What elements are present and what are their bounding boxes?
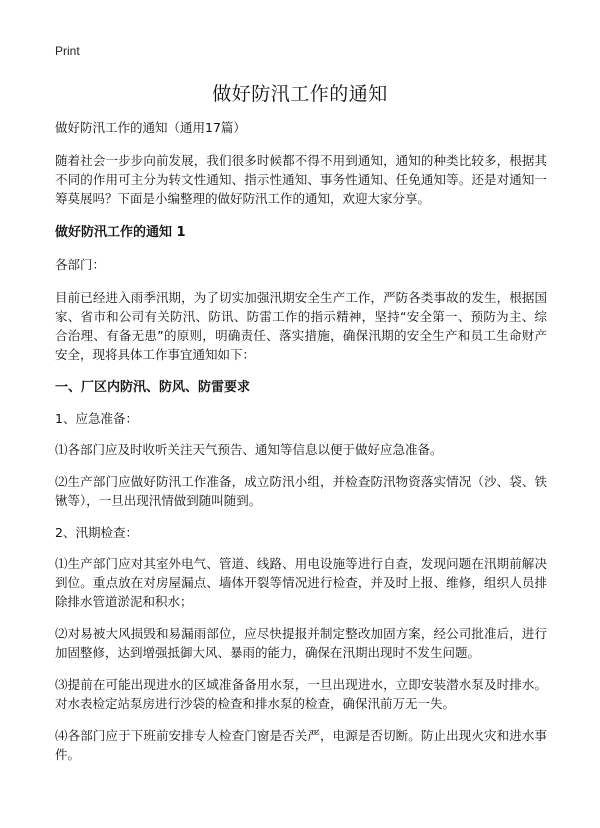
subsection-heading-2: 2、汛期检查： <box>55 525 138 540</box>
list-item: ⑵生产部门应做好防汛工作准备，成立防汛小组，并检查防汛物资落实情况（沙、袋、铁锹等），一旦出现汛情做到随叫随到。 <box>55 474 547 508</box>
subsection-heading-1: 1、应急准备： <box>55 411 138 426</box>
greeting: 各部门： <box>55 257 106 272</box>
print-link[interactable]: Print <box>55 44 80 58</box>
document-body <box>55 118 547 777</box>
list-item: ⑴生产部门应对其室外电气、管道、线路、用电设施等进行自查，发现问题在汛期前解决到位。重点放在对房屋漏点、墙体开裂等情况进行检查，并及时上报、维修，组织人员排除排水管道淤泥和积水； <box>55 556 547 609</box>
list-item: ⑵对易被大风损毁和易漏雨部位，应尽快提报并制定整改加固方案，经公司批准后，进行加固整修，达到增强抵御大风、暴雨的能力，确保在汛期出现时不发生问题。 <box>55 626 547 660</box>
list-item: ⑶提前在可能出现进水的区域准备备用水泵，一旦出现进水，立即安装潜水泵及时排水。对水表检定站泵房进行沙袋的检查和排水泵的检查，确保汛前万无一失。 <box>55 677 547 711</box>
document-title: 做好防汛工作的通知 <box>212 83 388 105</box>
intro-paragraph: 随着社会一步步向前发展，我们很多时候都不得不用到通知，通知的种类比较多，根据其不同的作用可主分为转文性通知、指示性通知、事务性通知、任免通知等。还是对通知一筹莫展吗？下面是小编整理的做好防汛工作的通知，欢迎大家分享。 <box>55 153 547 206</box>
document-subtitle: 做好防汛工作的通知（通用17篇） <box>55 120 246 135</box>
list-item: ⑴各部门应及时收听关注天气预告、通知等信息以便于做好应急准备。 <box>55 442 443 457</box>
notice-paragraph: 目前已经进入雨季汛期，为了切实加强汛期安全生产工作，严防各类事故的发生，根据国家、省市和公司有关防汛、防讯、防雷工作的指示精神，坚持“安全第一、预防为主、综合治理、有备无患”的原则，明确责任、落实措施，确保汛期的安全生产和员工生命财产安全，现将具体工作事宜通知如下： <box>55 290 547 362</box>
part-heading: 一、厂区内防汛、防风、防雷要求 <box>55 380 251 395</box>
section-heading: 做好防汛工作的通知 1 <box>55 225 186 240</box>
list-item: ⑷各部门应于下班前安排专人检查门窗是否关严，电源是否切断。防止出现火灾和进水事件。 <box>55 728 547 762</box>
